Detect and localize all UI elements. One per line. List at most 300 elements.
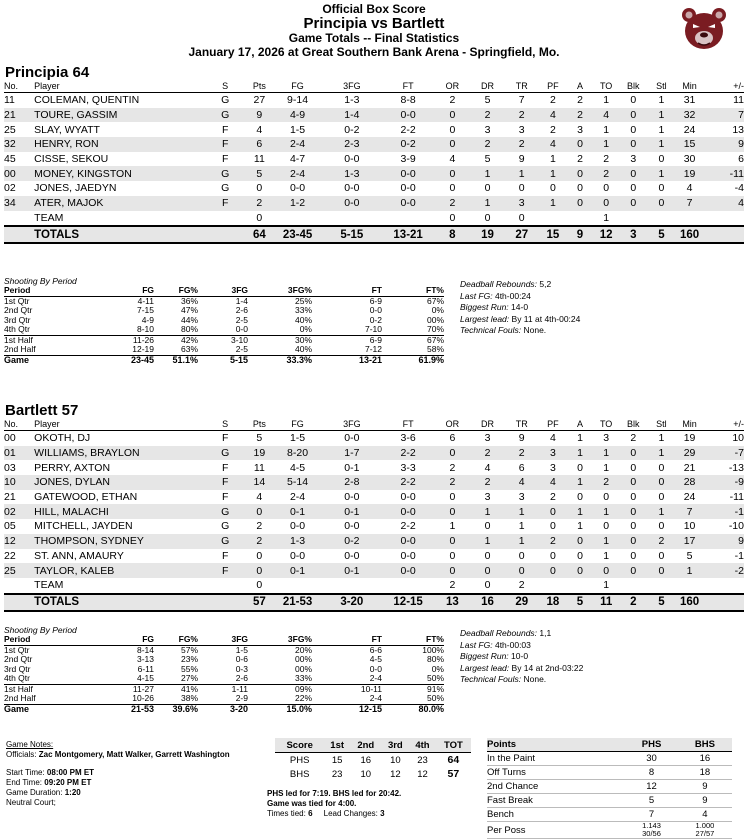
cell-starter: F xyxy=(221,153,229,166)
cell-player: SLAY, WYATT xyxy=(34,123,100,136)
total-off-reb: 13 xyxy=(434,594,470,611)
col-header-starter: S xyxy=(205,81,245,93)
shooting-ft: 4-5 xyxy=(369,654,382,664)
col-header-player: Player xyxy=(34,419,205,431)
cell-def-reb: 0 xyxy=(484,182,491,195)
note-value: 10-0 xyxy=(511,651,529,661)
cell-blocks: 0 xyxy=(619,166,647,181)
home-team-heading: Principia 64 xyxy=(5,64,90,81)
away-player-row xyxy=(4,431,744,446)
score-col-header: 2nd xyxy=(350,738,382,753)
cell-tot-reb: 9 xyxy=(518,153,525,166)
score-by-period-table xyxy=(275,738,471,781)
report-header xyxy=(0,0,748,59)
cell-minutes: 7 xyxy=(676,196,704,211)
total-tot-reb: 29 xyxy=(505,594,539,611)
cell-starter: G xyxy=(205,108,245,123)
lead-time-text: PHS led for 7:19. BHS led for 20:42. xyxy=(267,789,402,798)
cell-turnovers: 1 xyxy=(603,549,610,562)
cell-fg: 1-5 xyxy=(289,432,306,445)
shooting-period: 3rd Qtr xyxy=(4,663,31,674)
shooting-period: 1st Half xyxy=(4,335,74,345)
cell-points: 2 xyxy=(245,534,273,549)
home-player-row xyxy=(4,166,744,181)
away-player-row xyxy=(4,578,744,594)
cell-plus-minus xyxy=(704,578,744,594)
officials-line xyxy=(6,750,246,760)
cell-off-reb: 0 xyxy=(449,549,456,562)
shooting-period: 3rd Qtr xyxy=(4,314,31,325)
tied-time-text: Game was tied for 4:00. xyxy=(267,799,357,808)
cell-plus-minus: -1 xyxy=(734,549,744,562)
cell-starter: F xyxy=(205,196,245,211)
shooting-ft: 7-12 xyxy=(364,344,382,354)
total-steals: 5 xyxy=(647,594,675,611)
cell-off-reb: 2 xyxy=(434,196,470,211)
shooting-three-fg: 1-11 xyxy=(198,684,248,694)
cell-fg: 2-4 xyxy=(273,166,321,181)
shooting-period-row xyxy=(4,674,444,684)
cell-fouls: 0 xyxy=(539,563,567,578)
lead-changes-label: Lead Changes: xyxy=(323,809,378,818)
total-blocks: 3 xyxy=(619,226,647,243)
home-totals-row xyxy=(4,226,744,243)
score-total: 64 xyxy=(447,754,460,766)
cell-number: 21 xyxy=(4,108,34,123)
cell-turnovers: 1 xyxy=(603,123,610,136)
shooting-fg: 23-45 xyxy=(74,355,154,365)
cell-three-fg: 0-0 xyxy=(344,491,360,504)
note-value: By 11 at 4th-00:24 xyxy=(511,313,581,324)
away-shooting-title: Shooting By Period xyxy=(4,625,77,635)
cell-three-fg: 1-4 xyxy=(322,108,382,123)
cell-ft: 0-0 xyxy=(400,491,416,504)
total-number xyxy=(4,226,34,243)
shooting-fg: 7-15 xyxy=(136,305,154,315)
cell-turnovers: 1 xyxy=(603,461,610,474)
shooting-game-row xyxy=(4,355,444,365)
cell-steals: 1 xyxy=(647,137,675,152)
col-header-steals: Stl xyxy=(647,419,675,431)
shooting-fg: 11-27 xyxy=(74,684,154,694)
cell-turnovers: 2 xyxy=(593,475,619,490)
note-value: 4th-00:24 xyxy=(494,290,531,301)
note-value: 14-0 xyxy=(511,302,529,312)
report-subtitle: Game Totals -- Final Statistics xyxy=(288,31,460,45)
game-date-location: January 17, 2026 at Great Southern Bank Arena - Springfield, Mo. xyxy=(188,45,560,59)
cell-ft: 8-8 xyxy=(400,94,416,107)
cell-starter: G xyxy=(205,446,245,461)
shooting-three-fg-pct: 33% xyxy=(294,673,312,683)
note-line xyxy=(460,279,580,291)
note-value: None. xyxy=(523,325,547,335)
cell-ft: 0-2 xyxy=(382,137,434,152)
cell-points: 0 xyxy=(256,182,263,195)
cell-assists: 0 xyxy=(567,563,593,578)
cell-blocks: 0 xyxy=(630,520,637,533)
col-header-blocks: Blk xyxy=(619,81,647,93)
col-header-minutes: Min xyxy=(676,81,704,93)
cell-steals: 0 xyxy=(658,461,665,474)
total-starter xyxy=(205,594,245,611)
cell-def-reb: 1 xyxy=(470,196,504,211)
cell-blocks: 0 xyxy=(630,123,637,136)
cell-ft: 0-0 xyxy=(382,563,434,578)
points-breakdown-table xyxy=(487,738,732,839)
cell-off-reb: 2 xyxy=(434,475,470,490)
shooting-three-fg: 3-10 xyxy=(198,335,248,345)
cell-turnovers: 1 xyxy=(603,94,610,107)
officials-names: Zac Montgomery, Matt Walker, Garrett Washington xyxy=(38,750,230,759)
cell-points: 11 xyxy=(253,153,265,166)
cell-def-reb: 3 xyxy=(484,432,491,445)
cell-fouls: 0 xyxy=(549,182,556,195)
note-line xyxy=(460,302,580,314)
per-poss-bhs-ratio: 27/57 xyxy=(695,829,715,838)
cell-def-reb: 0 xyxy=(484,579,491,592)
note-value: 4th-00:03 xyxy=(494,639,531,650)
cell-ft: 0-0 xyxy=(382,504,434,519)
shooting-period: 2nd Qtr xyxy=(4,305,33,315)
shooting-fg-pct: 38% xyxy=(180,693,198,703)
cell-blocks: 0 xyxy=(619,534,647,549)
cell-plus-minus: -9 xyxy=(704,475,744,490)
cell-player: ATER, MAJOK xyxy=(34,196,205,211)
cell-points: 2 xyxy=(256,520,263,533)
cell-player: WILLIAMS, BRAYLON xyxy=(34,446,205,461)
cell-player: PERRY, AXTON xyxy=(34,461,111,474)
shooting-fg: 8-14 xyxy=(136,644,154,655)
cell-turnovers: 1 xyxy=(593,534,619,549)
home-player-row xyxy=(4,181,744,196)
cell-turnovers: 0 xyxy=(593,563,619,578)
shooting-period: Game xyxy=(4,704,74,714)
shooting-ft-pct: 80% xyxy=(426,654,444,664)
shooting-three-fg: 3-20 xyxy=(198,704,248,714)
shooting-col-fg-pct: FG% xyxy=(154,635,198,645)
total-three-fg: 3-20 xyxy=(322,594,382,611)
score-col-header: 4th xyxy=(409,738,436,753)
shooting-ft-pct: 50% xyxy=(426,693,444,703)
shooting-period: 1st Qtr xyxy=(4,644,30,655)
total-plus-minus xyxy=(704,594,744,611)
cell-fg: 4-5 xyxy=(289,461,306,474)
cell-assists: 1 xyxy=(567,475,593,490)
cell-plus-minus: 6 xyxy=(738,153,744,166)
cell-fouls: 4 xyxy=(549,432,556,445)
cell-number: 02 xyxy=(4,504,34,519)
shooting-ft: 6-9 xyxy=(369,295,382,306)
total-fg: 23-45 xyxy=(273,226,321,243)
cell-number: 05 xyxy=(4,520,16,533)
cell-ft: 0-0 xyxy=(382,108,434,123)
cell-ft: 3-6 xyxy=(400,432,416,445)
cell-off-reb: 2 xyxy=(449,579,456,592)
end-time-label: End Time: xyxy=(6,778,43,787)
cell-def-reb: 4 xyxy=(484,461,491,474)
cell-turnovers: 0 xyxy=(593,196,619,211)
cell-fouls xyxy=(539,211,567,227)
cell-assists: 0 xyxy=(567,166,593,181)
total-points: 64 xyxy=(245,226,273,243)
cell-plus-minus: 9 xyxy=(704,137,744,152)
cell-fg: 4-9 xyxy=(273,108,321,123)
end-time-line xyxy=(6,778,246,788)
score-cell: PHS xyxy=(289,754,310,766)
cell-blocks: 0 xyxy=(619,137,647,152)
home-player-row xyxy=(4,122,744,137)
shooting-ft-pct: 91% xyxy=(382,684,444,694)
cell-steals: 1 xyxy=(647,504,675,519)
cell-off-reb: 0 xyxy=(434,166,470,181)
cell-blocks: 0 xyxy=(619,504,647,519)
per-poss-row xyxy=(487,822,732,839)
score-cell: 23 xyxy=(331,768,343,780)
cell-off-reb: 0 xyxy=(434,504,470,519)
cell-def-reb: 5 xyxy=(484,153,491,166)
total-number xyxy=(4,594,34,611)
cell-player: TEAM xyxy=(34,211,64,224)
away-player-row xyxy=(4,519,744,534)
cell-points: 11 xyxy=(253,461,265,474)
court-line: Neutral Court; xyxy=(6,798,56,807)
points-col-header: Points xyxy=(487,738,625,752)
col-header-points: Pts xyxy=(245,81,273,93)
per-poss-phs xyxy=(625,822,678,839)
shooting-fg-pct: 39.6% xyxy=(154,704,198,714)
home-player-row xyxy=(4,108,744,123)
cell-plus-minus: 13 xyxy=(732,123,744,136)
cell-off-reb: 0 xyxy=(449,182,456,195)
score-cell: 10 xyxy=(390,754,401,766)
shooting-fg-pct: 55% xyxy=(180,663,198,674)
cell-fouls: 4 xyxy=(539,137,567,152)
total-assists: 9 xyxy=(567,226,593,243)
score-cell: 15 xyxy=(331,754,343,766)
shooting-three-fg-pct: 20% xyxy=(294,644,312,655)
cell-number: 22 xyxy=(4,549,16,562)
shooting-col-three-fg-pct: 3FG% xyxy=(248,286,312,296)
cell-minutes: 5 xyxy=(686,549,693,562)
duration-value: 1:20 xyxy=(64,788,81,797)
note-value: 1,1 xyxy=(539,628,552,638)
total-def-reb: 16 xyxy=(470,594,504,611)
cell-fg: 0-0 xyxy=(289,520,306,533)
cell-minutes: 7 xyxy=(676,504,704,519)
cell-points: 14 xyxy=(245,475,273,490)
cell-minutes: 4 xyxy=(686,182,693,195)
cell-player: THOMPSON, SYDNEY xyxy=(34,534,205,549)
cell-points: 9 xyxy=(245,108,273,123)
cell-assists: 3 xyxy=(577,123,583,136)
cell-off-reb: 0 xyxy=(434,534,470,549)
cell-assists: 0 xyxy=(577,491,583,504)
shooting-col-period: Period xyxy=(4,635,74,645)
shooting-three-fg-pct: 40% xyxy=(294,314,312,325)
cell-tot-reb: 4 xyxy=(505,475,539,490)
note-line xyxy=(460,291,580,303)
away-player-row xyxy=(4,475,744,490)
shooting-period: 1st Qtr xyxy=(4,295,30,306)
total-off-reb: 8 xyxy=(434,226,470,243)
points-cell: 12 xyxy=(625,780,678,794)
shooting-fg: 8-10 xyxy=(136,324,154,334)
note-line xyxy=(460,674,583,686)
total-fouls: 18 xyxy=(539,594,567,611)
shooting-three-fg-pct: 40% xyxy=(294,344,312,354)
score-col-header: 3rd xyxy=(382,738,410,753)
cell-number xyxy=(4,578,34,594)
shooting-ft: 12-15 xyxy=(312,704,382,714)
cell-blocks: 0 xyxy=(619,475,647,490)
cell-tot-reb: 3 xyxy=(518,491,525,504)
cell-def-reb: 2 xyxy=(470,446,504,461)
note-value: None. xyxy=(523,674,547,684)
total-ft: 12-15 xyxy=(382,594,434,611)
cell-plus-minus xyxy=(704,211,744,227)
shooting-ft: 10-11 xyxy=(312,684,382,694)
shooting-header-row xyxy=(4,286,444,296)
col-header-number: No. xyxy=(4,81,34,93)
ties-changes-line xyxy=(267,809,477,819)
col-header-off-reb: OR xyxy=(434,81,470,93)
cell-points: 0 xyxy=(245,504,273,519)
cell-three-fg xyxy=(322,578,382,594)
shooting-ft-pct: 00% xyxy=(426,314,444,325)
away-player-row xyxy=(4,490,744,505)
home-shooting-title: Shooting By Period xyxy=(4,276,77,286)
cell-number: 34 xyxy=(4,196,34,211)
officials-label: Officials: xyxy=(6,750,37,759)
cell-minutes: 24 xyxy=(683,491,696,504)
per-poss-phs-value: 1.143 xyxy=(642,821,661,830)
cell-plus-minus: -11 xyxy=(704,166,744,181)
shooting-col-period: Period xyxy=(4,286,74,296)
cell-plus-minus: -1 xyxy=(704,504,744,519)
cell-blocks xyxy=(619,578,647,594)
cell-def-reb: 0 xyxy=(484,520,491,533)
shooting-ft-pct: 58% xyxy=(426,344,444,354)
cell-plus-minus: 11 xyxy=(733,94,744,107)
cell-ft: 2-2 xyxy=(382,446,434,461)
cell-ft: 2-2 xyxy=(400,520,416,533)
cell-off-reb: 0 xyxy=(434,446,470,461)
total-blocks: 2 xyxy=(619,594,647,611)
cell-ft: 2-2 xyxy=(400,123,416,136)
cell-starter: G xyxy=(205,166,245,181)
away-team-heading: Bartlett 57 xyxy=(5,402,79,419)
cell-points: 6 xyxy=(245,137,273,152)
game-notes xyxy=(6,740,246,808)
cell-minutes: 31 xyxy=(683,94,696,107)
home-player-row xyxy=(4,211,744,227)
cell-def-reb: 2 xyxy=(470,475,504,490)
cell-starter: G xyxy=(205,504,245,519)
total-points: 57 xyxy=(245,594,273,611)
cell-starter: G xyxy=(205,534,245,549)
cell-def-reb: 1 xyxy=(470,534,504,549)
cell-minutes: 28 xyxy=(676,475,704,490)
cell-player: MONEY, KINGSTON xyxy=(34,166,205,181)
total-assists: 5 xyxy=(567,594,593,611)
cell-plus-minus: 7 xyxy=(704,108,744,123)
shooting-ft: 0-2 xyxy=(369,314,382,325)
cell-off-reb: 2 xyxy=(449,461,456,474)
cell-three-fg: 0-0 xyxy=(344,520,360,533)
cell-assists: 0 xyxy=(567,534,593,549)
cell-minutes xyxy=(676,211,704,227)
shooting-period: 2nd Qtr xyxy=(4,654,33,664)
cell-three-fg: 0-0 xyxy=(344,182,360,195)
total-fg: 21-53 xyxy=(273,594,321,611)
col-header-ft: FT xyxy=(382,419,434,431)
cell-tot-reb: 6 xyxy=(518,461,525,474)
cell-points: 0 xyxy=(256,579,263,592)
cell-steals: 0 xyxy=(658,491,665,504)
cell-three-fg: 2-8 xyxy=(322,475,382,490)
cell-turnovers: 1 xyxy=(603,579,610,592)
total-player: TOTALS xyxy=(34,226,205,243)
cell-steals: 0 xyxy=(658,182,665,195)
cell-assists: 2 xyxy=(577,153,583,166)
end-time-value: 09:20 PM ET xyxy=(44,778,92,787)
cell-minutes: 19 xyxy=(676,166,704,181)
shooting-three-fg-pct: 22% xyxy=(294,693,312,703)
cell-off-reb: 0 xyxy=(449,491,456,504)
col-header-fouls: PF xyxy=(539,81,567,93)
cell-three-fg: 2-3 xyxy=(322,137,382,152)
score-total: 57 xyxy=(447,768,460,780)
cell-points: 4 xyxy=(256,491,263,504)
home-shooting-by-period xyxy=(4,276,444,365)
cell-minutes: 17 xyxy=(676,534,704,549)
cell-three-fg: 0-1 xyxy=(344,461,360,474)
cell-number: 21 xyxy=(4,491,16,504)
cell-tot-reb: 1 xyxy=(505,166,539,181)
cell-blocks xyxy=(619,211,647,227)
cell-ft xyxy=(382,211,434,227)
shooting-three-fg: 2-6 xyxy=(235,305,248,315)
shooting-ft: 6-6 xyxy=(369,644,382,655)
score-summary xyxy=(267,789,477,819)
total-plus-minus xyxy=(704,226,744,243)
shooting-ft: 13-21 xyxy=(312,355,382,365)
cell-turnovers: 2 xyxy=(593,166,619,181)
away-game-notes xyxy=(460,628,583,686)
cell-number: 11 xyxy=(4,94,15,107)
shooting-fg-pct: 27% xyxy=(180,673,198,683)
away-player-row xyxy=(4,446,744,461)
cell-minutes xyxy=(676,578,704,594)
cell-steals: 0 xyxy=(647,475,675,490)
cell-fouls: 0 xyxy=(549,549,556,562)
cell-fouls: 2 xyxy=(539,534,567,549)
cell-fouls: 1 xyxy=(539,196,567,211)
cell-fg: 2-4 xyxy=(289,491,306,504)
cell-off-reb: 1 xyxy=(449,520,456,533)
cell-off-reb: 6 xyxy=(449,432,456,445)
cell-plus-minus: -2 xyxy=(704,563,744,578)
shooting-period-row xyxy=(4,325,444,335)
shooting-three-fg-pct: 00% xyxy=(294,654,312,664)
note-line xyxy=(460,325,580,337)
cell-assists: 0 xyxy=(567,196,593,211)
cell-three-fg: 0-2 xyxy=(344,123,360,136)
points-col-header: BHS xyxy=(678,738,732,752)
shooting-ft: 0-0 xyxy=(369,663,382,674)
cell-blocks: 0 xyxy=(630,491,637,504)
cell-number: 03 xyxy=(4,461,16,474)
